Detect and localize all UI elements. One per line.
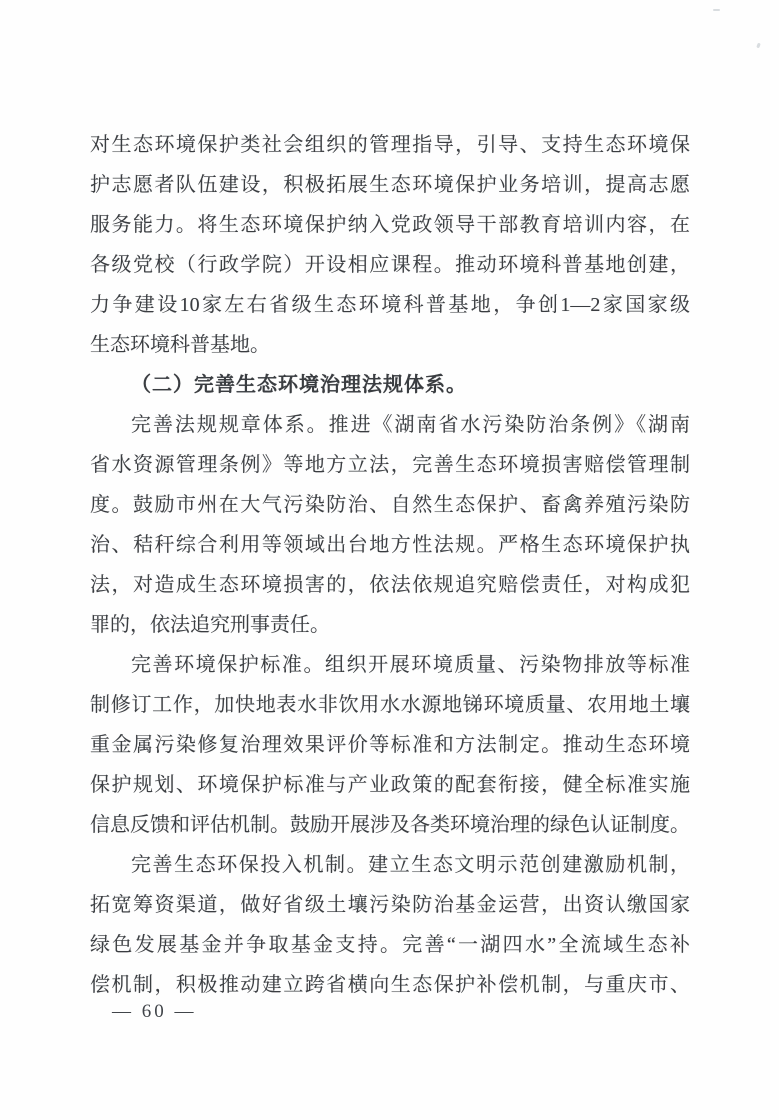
body-line: 重金属污染修复治理效果评价等标准和方法制定。推动生态环境 [90, 734, 690, 756]
body-line: 服务能力。将生态环境保护纳入党政领导干部教育培训内容，在 [90, 214, 690, 236]
body-line: 保护规划、环境保护标准与产业政策的配套衔接，健全标准实施 [90, 774, 690, 796]
body-line: 省水资源管理条例》等地方立法，完善生态环境损害赔偿管理制 [90, 454, 690, 476]
body-line: 治、秸秆综合利用等领域出台地方性法规。严格生态环境保护执 [90, 534, 690, 556]
page-number: — 60 — [112, 1001, 197, 1022]
scan-artifact [713, 9, 720, 11]
body-line: 罪的，依法追究刑事责任。 [90, 614, 330, 636]
body-line: 拓宽筹资渠道，做好省级土壤污染防治基金运营，出资认缴国家 [90, 894, 690, 916]
body-line: 绿色发展基金并争取基金支持。完善“一湖四水”全流域生态补 [90, 934, 690, 956]
body-line: 制修订工作，加快地表水非饮用水水源地锑环境质量、农用地土壤 [90, 694, 690, 716]
section-heading: （二）完善生态环境治理法规体系。 [131, 374, 467, 396]
body-line: 度。鼓励市州在大气污染防治、自然生态保护、畜禽养殖污染防 [90, 494, 690, 516]
body-line: 力争建设10家左右省级生态环境科普基地，争创1—2家国家级 [90, 294, 690, 316]
body-line: 完善法规规章体系。推进《湖南省水污染防治条例》《湖南 [131, 414, 690, 436]
body-line: 完善生态环保投入机制。建立生态文明示范创建激励机制， [131, 854, 690, 876]
body-line: 偿机制，积极推动建立跨省横向生态保护补偿机制，与重庆市、 [90, 974, 690, 996]
body-line: 各级党校（行政学院）开设相应课程。推动环境科普基地创建， [90, 254, 690, 276]
body-line: 生态环境科普基地。 [90, 334, 270, 356]
body-line: 信息反馈和评估机制。鼓励开展涉及各类环境治理的绿色认证制度。 [90, 814, 690, 836]
body-line: 完善环境保护标准。组织开展环境质量、污染物排放等标准 [131, 654, 690, 676]
body-line: 法，对造成生态环境损害的，依法依规追究赔偿责任，对构成犯 [90, 574, 690, 596]
body-line: 对生态环境保护类社会组织的管理指导，引导、支持生态环境保 [90, 134, 690, 156]
body-line: 护志愿者队伍建设，积极拓展生态环境保护业务培训，提高志愿 [90, 174, 690, 196]
document-body [90, 125, 690, 1005]
scan-artifact [756, 43, 761, 49]
